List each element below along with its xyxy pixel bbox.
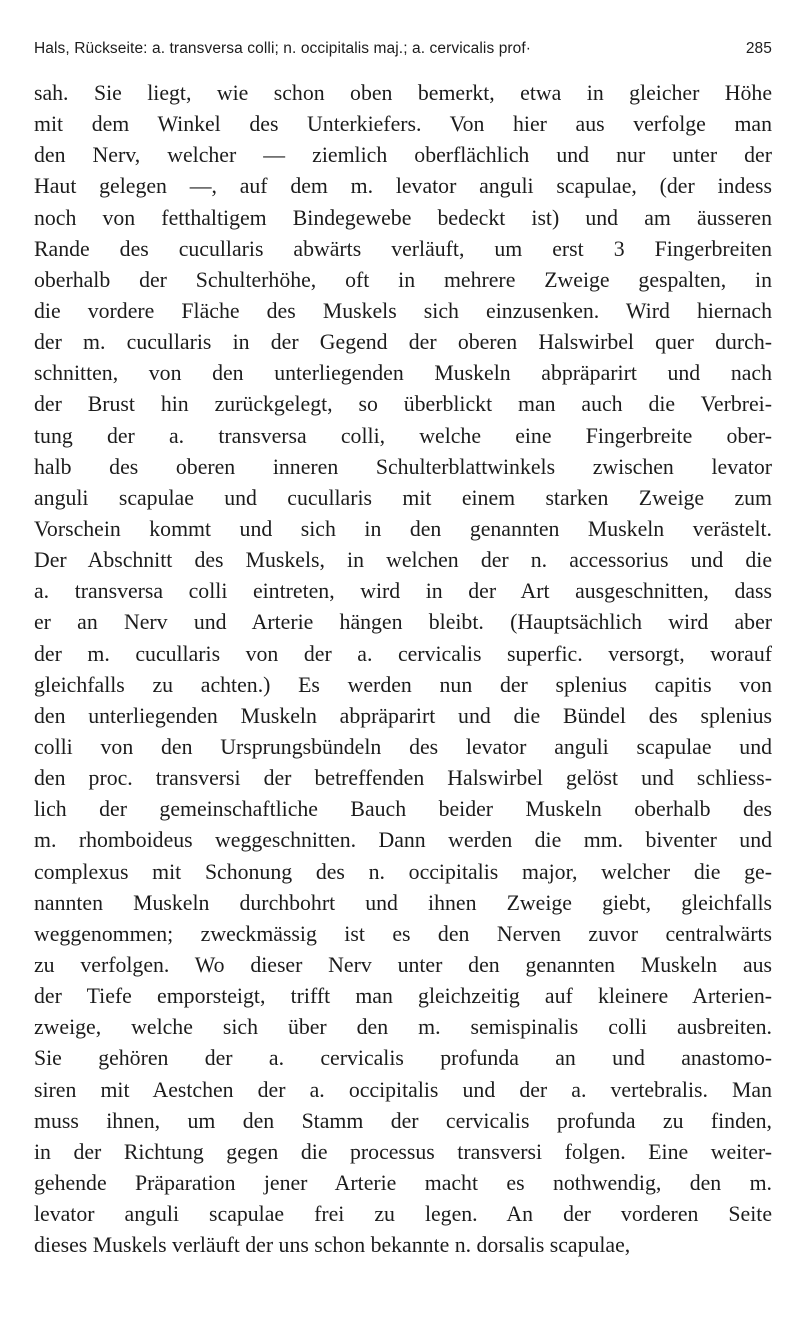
text-line: weggenommen; zweckmässig ist es den Nerven zuvor centralwärts [34, 921, 772, 946]
text-line: oberhalb der Schulterhöhe, oft in mehrere Zweige gespalten, in [34, 267, 772, 292]
text-line: Haut gelegen —, auf dem m. levator anguli scapulae, (der indess [34, 174, 772, 199]
text-line: der Tiefe emporsteigt, trifft man gleichzeitig auf kleinere Arterien- [34, 984, 772, 1009]
text-line: nannten Muskeln durchbohrt und ihnen Zweige giebt, gleichfalls [34, 890, 772, 915]
text-line: Rande des cucullaris abwärts verläuft, um erst 3 Fingerbreiten [34, 236, 772, 261]
text-line: levator anguli scapulae frei zu legen. An der vorderen Seite [34, 1202, 772, 1227]
text-line: den unterliegenden Muskeln abpräparirt und die Bündel des splenius [34, 703, 772, 728]
running-head: Hals, Rückseite: a. transversa colli; n. occipitalis maj.; a. cervicalis prof· [34, 40, 532, 57]
text-line: der m. cucullaris in der Gegend der oberen Halswirbel quer durch- [34, 330, 772, 355]
text-line: in der Richtung gegen die processus transversi folgen. Eine weiter- [34, 1139, 772, 1164]
text-line: die vordere Fläche des Muskels sich einzusenken. Wird hiernach [34, 298, 772, 323]
text-line: lich der gemeinschaftliche Bauch beider Muskeln oberhalb des [34, 797, 772, 822]
text-line: Vorschein kommt und sich in den genannten Muskeln verästelt. [34, 516, 772, 541]
text-line: der Brust hin zurückgelegt, so überblickt man auch die Verbrei- [34, 392, 772, 417]
text-line: er an Nerv und Arterie hängen bleibt. (Hauptsächlich wird aber [34, 610, 772, 635]
text-line: m. rhomboideus weggeschnitten. Dann werden die mm. biventer und [34, 828, 772, 853]
text-line: tung der a. transversa colli, welche eine Fingerbreite ober- [34, 423, 772, 448]
text-line: gleichfalls zu achten.) Es werden nun der splenius capitis von [34, 672, 772, 697]
text-line: sah. Sie liegt, wie schon oben bemerkt, etwa in gleicher Höhe [34, 81, 772, 105]
text-line: halb des oberen inneren Schulterblattwinkels zwischen levator [34, 454, 772, 479]
text-line: den proc. transversi der betreffenden Halswirbel gelöst und schliess- [34, 766, 772, 791]
text-line: muss ihnen, um den Stamm der cervicalis profunda zu finden, [34, 1108, 772, 1133]
text-line: siren mit Aestchen der a. occipitalis und der a. vertebralis. Man [34, 1077, 772, 1102]
text-line: dieses Muskels verläuft der uns schon bekannte n. dorsalis scapulae, [34, 1233, 631, 1258]
page-header [34, 40, 772, 70]
body-text [34, 78, 772, 1261]
text-line: mit dem Winkel des Unterkiefers. Von hier aus verfolge man [34, 112, 772, 137]
text-line: zweige, welche sich über den m. semispinalis colli ausbreiten. [34, 1015, 772, 1040]
text-line: zu verfolgen. Wo dieser Nerv unter den genannten Muskeln aus [34, 952, 772, 977]
text-line: schnitten, von den unterliegenden Muskeln abpräparirt und nach [34, 361, 772, 386]
text-line: gehende Präparation jener Arterie macht es nothwendig, den m. [34, 1170, 772, 1195]
text-line: Der Abschnitt des Muskels, in welchen der n. accessorius und die [34, 548, 772, 573]
page-number: 285 [745, 40, 772, 57]
text-line: der m. cucullaris von der a. cervicalis superfic. versorgt, worauf [34, 641, 772, 666]
text-line: Sie gehören der a. cervicalis profunda an und anastomo- [34, 1046, 772, 1071]
text-line: noch von fetthaltigem Bindegewebe bedeckt ist) und am äusseren [34, 205, 772, 230]
text-line: den Nerv, welcher — ziemlich oberflächlich und nur unter der [34, 143, 772, 168]
text-line: a. transversa colli eintreten, wird in der Art ausgeschnitten, dass [34, 579, 772, 604]
text-line: complexus mit Schonung des n. occipitalis major, welcher die ge- [34, 859, 772, 884]
text-line: anguli scapulae und cucullaris mit einem starken Zweige zum [34, 485, 772, 510]
text-line: colli von den Ursprungsbündeln des levator anguli scapulae und [34, 734, 772, 759]
